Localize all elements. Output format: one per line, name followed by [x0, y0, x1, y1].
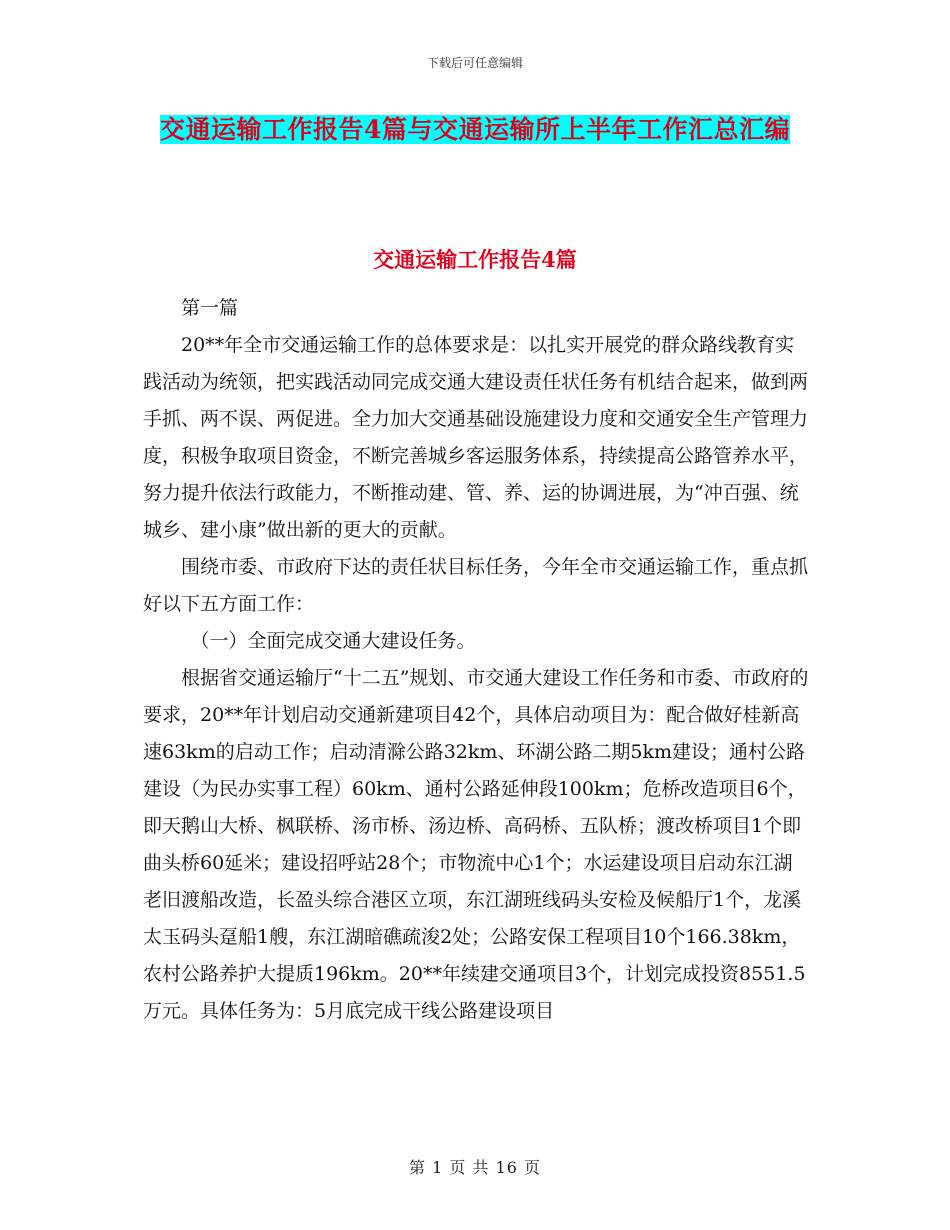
section-title: 交通运输工作报告4篇 [373, 247, 577, 272]
document-title [150, 108, 800, 152]
page-header-note: 下载后可任意编辑 [426, 56, 523, 70]
document-body [143, 290, 809, 1030]
paragraph-key-tasks: 围绕市委、市政府下达的责任状目标任务，今年全市交通运输工作，重点抓好以下五方面工作： [143, 556, 809, 615]
page-footer-number: 第 1 页 共 16 页 [409, 1158, 541, 1177]
document-title-text: 交通运输工作报告4篇与交通运输所上半年工作汇总汇编 [160, 115, 790, 144]
paragraph-part-label: 第一篇 [181, 297, 239, 319]
paragraph-overall-requirements: 20**年全市交通运输工作的总体要求是：以扎实开展党的群众路线教育实践活动为统领，把实践活动同完成交通大建设责任状任务有机结合起来，做到两手抓、两不误、两促进。全力加大交通基础设施建设力度和交通安全生产管理力度，积极争取项目资金，不断完善城乡客运服务体系，持续提高公路管养水平，努力提升依法行政能力，不断推动建、管、养、运的协调进展，为“冲百强、统城乡、建小康”做出新的更大的贡献。 [143, 334, 809, 541]
paragraph-subheading-one: （一）全面完成交通大建设任务。 [190, 630, 476, 652]
paragraph-construction-projects: 根据省交通运输厅“十二五”规划、市交通大建设工作任务和市委、市政府的要求，20**年计划启动交通新建项目42个，具体启动项目为：配合做好桂新高速63km的启动工作；启动清滁公路32km、环湖公路二期5km建设；通村公路建设（为民办实事工程）60km、通村公路延伸段100km；危桥改造项目6个，即天鹅山大桥、枫联桥、汤市桥、汤边桥、高码桥、五队桥；渡改桥项目1个即曲头桥60延米；建设招呼站28个；市物流中心1个；水运建设项目启动东江湖老旧渡船改造，长盈头综合港区立项，东江湖班线码头安检及候船厅1个，龙溪太玉码头趸船1艘，东江湖暗礁疏浚2处；公路安保工程项目10个166.38km，农村公路养护大提质196km。20**年续建交通项目3个，计划完成投资8551.5万元。具体任务为：5月底完成干线公路建设项目 [143, 667, 809, 1022]
